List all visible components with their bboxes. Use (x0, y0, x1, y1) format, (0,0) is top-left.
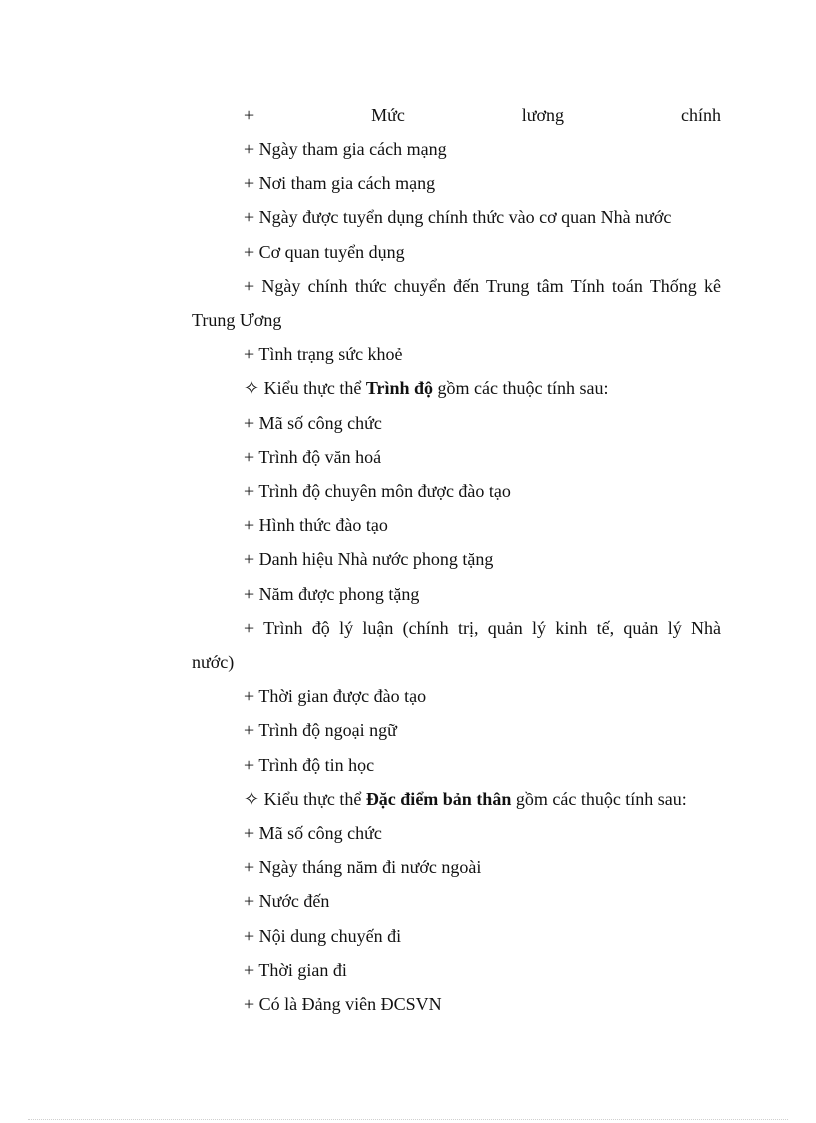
list-item: + Mã số công chức (244, 823, 382, 843)
list-item: + Ngày tháng năm đi nước ngoài (244, 857, 482, 877)
list-item: + Mã số công chức (244, 413, 382, 433)
list-item: + Có là Đảng viên ĐCSVN (244, 994, 442, 1014)
word: chính (681, 105, 721, 125)
list-item: + Thời gian đi (244, 960, 347, 980)
page-bottom-divider (28, 1119, 788, 1120)
salary-line (244, 103, 721, 127)
list-item-continuation: nước) (192, 652, 235, 672)
list-item: + Trình độ tin học (244, 755, 375, 775)
list-item: + Trình độ văn hoá (244, 447, 382, 467)
list-item: + Trình độ ngoại ngữ (244, 720, 397, 740)
list-item-text: + Trình độ lý luận (chính trị, quản lý kinh tế, quản lý Nhà (244, 618, 721, 638)
list-item: + Nơi tham gia cách mạng (244, 173, 436, 193)
list-item-text: + Ngày chính thức chuyển đến Trung tâm Tính toán Thống kê (244, 276, 721, 296)
list-item-continuation: Trung Ương (192, 310, 282, 330)
list-item: + Tình trạng sức khoẻ (244, 344, 403, 364)
list-item: + Ngày được tuyển dụng chính thức vào cơ quan Nhà nước (244, 207, 672, 227)
list-item: + Cơ quan tuyển dụng (244, 242, 405, 262)
entity-heading-prefix: ✧ Kiểu thực thể (244, 378, 366, 398)
entity-heading-prefix: ✧ Kiểu thực thể (244, 789, 366, 809)
list-item: + Thời gian được đào tạo (244, 686, 427, 706)
list-item (244, 274, 721, 298)
entity-heading-suffix: gồm các thuộc tính sau: (511, 789, 687, 809)
entity-name: Đặc điểm bản thân (365, 789, 512, 809)
list-item: + Nước đến (244, 891, 330, 911)
list-item: + Hình thức đào tạo (244, 515, 388, 535)
word: lương (521, 105, 565, 125)
list-item: + Trình độ chuyên môn được đào tạo (244, 481, 511, 501)
entity-heading (244, 376, 608, 400)
list-item: + Danh hiệu Nhà nước phong tặng (244, 549, 494, 569)
entity-heading (244, 787, 687, 811)
plus-marker: + (244, 105, 255, 125)
list-item (244, 616, 721, 640)
word: Mức (371, 105, 405, 125)
list-item: + Năm được phong tặng (244, 584, 420, 604)
entity-heading-suffix: gồm các thuộc tính sau: (433, 378, 609, 398)
list-item: + Ngày tham gia cách mạng (244, 139, 447, 159)
entity-name: Trình độ (365, 378, 434, 398)
list-item: + Nội dung chuyến đi (244, 926, 402, 946)
